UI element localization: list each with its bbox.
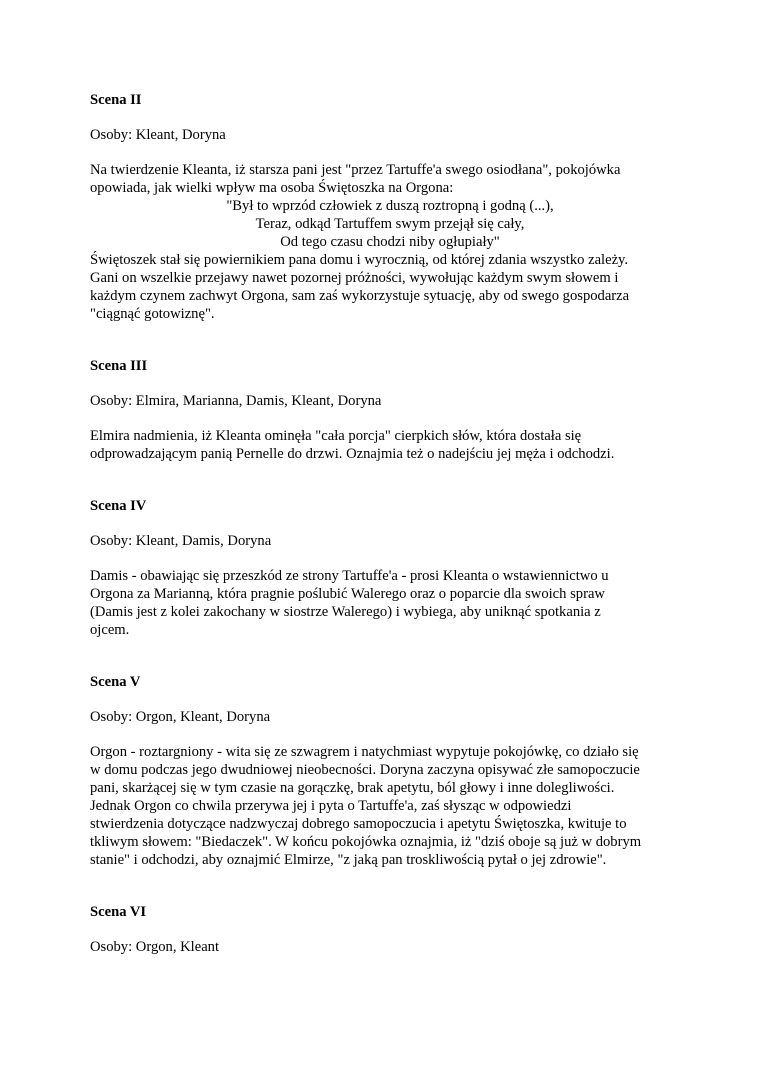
text-line: odprowadzającym panią Pernelle do drzwi. Oznajmia też o nadejściu jej męża i odchodzi.	[90, 446, 615, 462]
text-line: Na twierdzenie Kleanta, iż starsza pani jest "przez Tartuffe'a swego osiodłana", pokojówka	[90, 162, 621, 178]
scene-5	[90, 673, 680, 869]
text-line: każdym czynem zachwyt Orgona, sam zaś wykorzystuje sytuację, aby od swego gospodarza	[90, 288, 630, 304]
scene-heading: Scena III	[90, 358, 148, 374]
scene-heading: Scena IV	[90, 498, 147, 514]
scene-persons: Osoby: Kleant, Doryna	[90, 127, 226, 143]
text-line: Gani on wszelkie przejawy nawet pozornej próżności, wywołując każdym swym słowem i	[90, 270, 619, 286]
text-line: opowiada, jak wielki wpływ ma osoba Świętoszka na Orgona:	[90, 180, 454, 196]
text-line: Damis - obawiając się przeszkód ze strony Tartuffe'a - prosi Kleanta o wstawiennictwo u	[90, 568, 609, 584]
scene-2	[90, 91, 680, 323]
scene-text	[90, 427, 680, 463]
text-line: Świętoszek stał się powiernikiem pana domu i wyrocznią, od której zdania wszystko zależy.	[90, 252, 629, 268]
scene-text	[90, 161, 680, 323]
text-line: tkliwym słowem: "Biedaczek". W końcu pokojówka oznajmia, iż "dziś oboje są już w dobrym	[90, 834, 642, 850]
text-line: "ciągnąć gotowiznę".	[90, 306, 215, 322]
verse-line: Teraz, odkąd Tartuffem swym przejął się cały,	[255, 216, 525, 232]
scene-6	[90, 903, 680, 956]
text-line: Orgona za Marianną, która pragnie poślubić Walerego oraz o poparcie dla swoich spraw	[90, 586, 605, 602]
document-page	[90, 91, 680, 956]
scene-persons: Osoby: Orgon, Kleant, Doryna	[90, 709, 271, 725]
scene-heading: Scena II	[90, 92, 142, 108]
scene-3	[90, 357, 680, 463]
scene-heading: Scena VI	[90, 904, 147, 920]
scene-text	[90, 743, 680, 869]
text-line: w domu podczas jego dwudniowej nieobecności. Doryna zaczyna opisywać złe samopoczucie	[90, 762, 640, 778]
text-line: ojcem.	[90, 622, 130, 638]
scene-persons: Osoby: Elmira, Marianna, Damis, Kleant, Doryna	[90, 393, 382, 409]
text-line: Elmira nadmienia, iż Kleanta ominęła "cała porcja" cierpkich słów, która dostała się	[90, 428, 582, 444]
verse-quote	[90, 197, 680, 251]
text-line: Jednak Orgon co chwila przerywa jej i pyta o Tartuffe'a, zaś słysząc w odpowiedzi	[90, 798, 572, 814]
text-line: (Damis jest z kolei zakochany w siostrze Walerego) i wybiega, aby uniknąć spotkania z	[90, 604, 601, 620]
verse-line: "Był to wprzód człowiek z duszą roztropną i godną (...),	[226, 198, 554, 214]
text-line: stwierdzenia dotyczące nadzwyczaj dobrego samopoczucia i apetytu Świętoszka, kwituje to	[90, 816, 627, 832]
text-line: stanie" i odchodzi, aby oznajmić Elmirze, "z jaką pan troskliwością pytał o jej zdrowie".	[90, 852, 607, 868]
scene-heading: Scena V	[90, 674, 141, 690]
verse-line: Od tego czasu chodzi niby ogłupiały"	[280, 234, 500, 250]
scene-4	[90, 497, 680, 639]
scene-text	[90, 567, 680, 639]
scene-persons: Osoby: Orgon, Kleant	[90, 939, 220, 955]
text-line: Orgon - roztargniony - wita się ze szwagrem i natychmiast wypytuje pokojówkę, co działo się	[90, 744, 639, 760]
scene-persons: Osoby: Kleant, Damis, Doryna	[90, 533, 272, 549]
text-line: pani, skarżącej się w tym czasie na gorączkę, brak apetytu, ból głowy i inne dolegliwości.	[90, 780, 615, 796]
